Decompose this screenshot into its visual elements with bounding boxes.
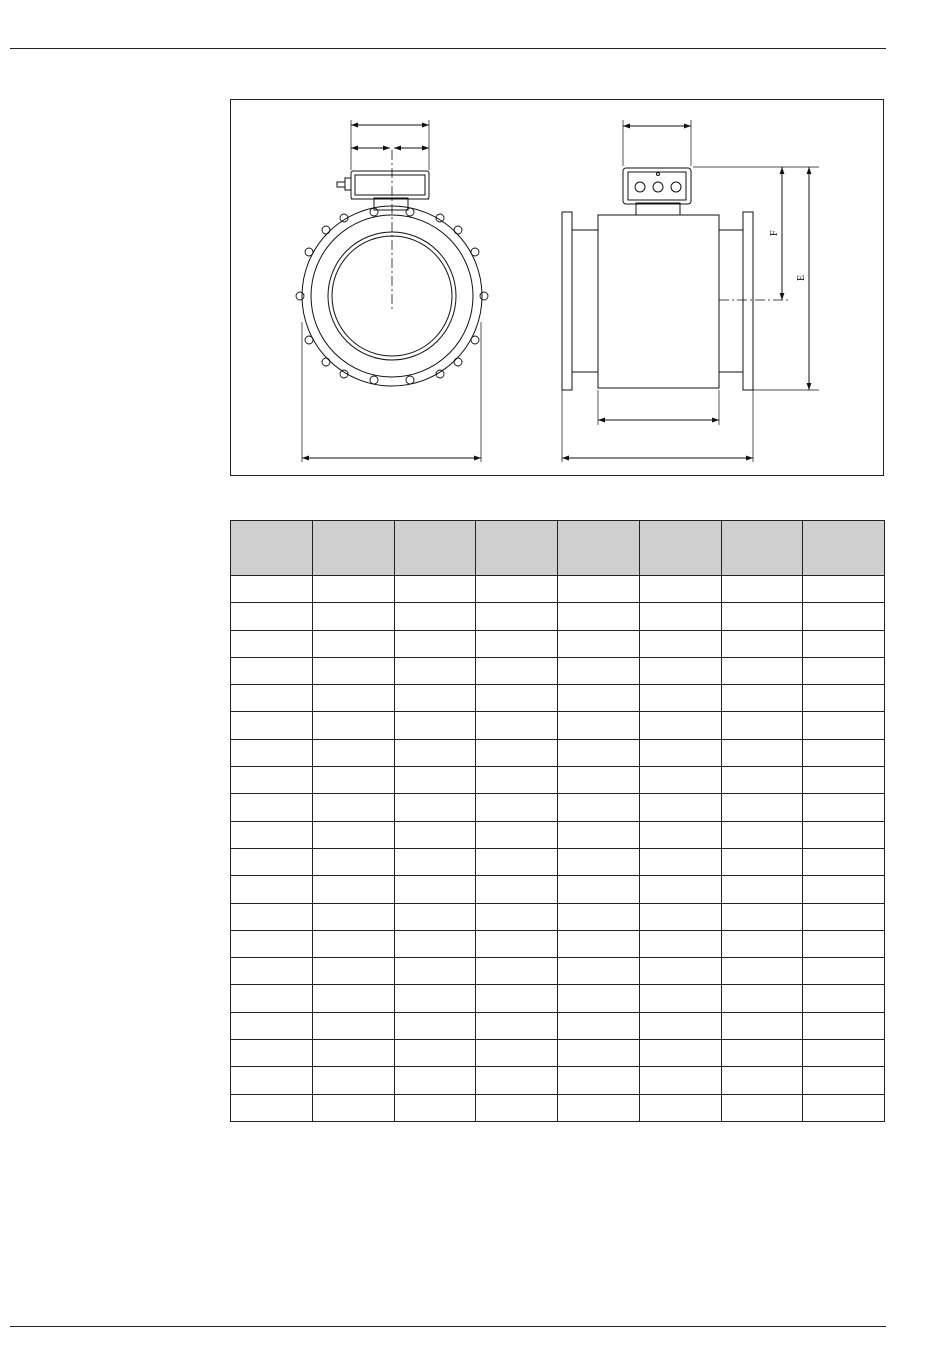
table-cell <box>312 848 394 875</box>
table-cell <box>558 767 640 794</box>
table-cell <box>312 876 394 903</box>
table-cell <box>394 848 476 875</box>
table-cell <box>476 739 558 766</box>
table-cell <box>558 657 640 684</box>
table-cell <box>394 821 476 848</box>
table-cell <box>639 903 721 930</box>
table-cell <box>558 1040 640 1067</box>
table-cell <box>639 848 721 875</box>
header-cell <box>231 521 313 576</box>
table-cell <box>721 603 803 630</box>
table-row <box>231 821 885 848</box>
table-cell <box>312 958 394 985</box>
table-cell <box>721 958 803 985</box>
header-cell <box>639 521 721 576</box>
dimension-label-e: E <box>796 274 807 281</box>
table-cell <box>803 767 885 794</box>
table-row <box>231 712 885 739</box>
table-cell <box>803 903 885 930</box>
table-cell <box>312 1012 394 1039</box>
table-cell <box>312 712 394 739</box>
table-cell <box>394 576 476 603</box>
table-cell <box>312 685 394 712</box>
table-row <box>231 794 885 821</box>
table-cell <box>721 1067 803 1094</box>
table-cell <box>394 794 476 821</box>
table-cell <box>231 794 313 821</box>
table-cell <box>558 985 640 1012</box>
table-cell <box>721 630 803 657</box>
table-cell <box>721 685 803 712</box>
table-cell <box>803 603 885 630</box>
table-cell <box>721 821 803 848</box>
table-cell <box>231 958 313 985</box>
table-cell <box>394 630 476 657</box>
table-cell <box>803 821 885 848</box>
table-cell <box>721 657 803 684</box>
header-cell <box>394 521 476 576</box>
table-cell <box>231 821 313 848</box>
table-cell <box>721 576 803 603</box>
table-cell <box>476 794 558 821</box>
table-cell <box>803 630 885 657</box>
table-cell <box>231 1094 313 1121</box>
table-cell <box>721 848 803 875</box>
table-cell <box>476 1067 558 1094</box>
table-cell <box>476 1012 558 1039</box>
table-cell <box>803 657 885 684</box>
table-row <box>231 767 885 794</box>
table-cell <box>721 1094 803 1121</box>
left-flange <box>562 212 572 390</box>
table-cell <box>558 903 640 930</box>
table-cell <box>721 1012 803 1039</box>
table-row <box>231 657 885 684</box>
table-row <box>231 739 885 766</box>
table-cell <box>476 821 558 848</box>
table-cell <box>803 876 885 903</box>
table-cell <box>394 985 476 1012</box>
table-row <box>231 876 885 903</box>
table-body <box>231 576 885 1122</box>
table-cell <box>476 958 558 985</box>
table-row <box>231 1012 885 1039</box>
table-cell <box>639 712 721 739</box>
table-cell <box>721 903 803 930</box>
table-row <box>231 848 885 875</box>
dimension-label-f: F <box>769 230 780 236</box>
table-cell <box>312 1094 394 1121</box>
table-cell <box>721 739 803 766</box>
table-cell <box>394 739 476 766</box>
table-cell <box>312 930 394 957</box>
table-row <box>231 603 885 630</box>
table-cell <box>639 1040 721 1067</box>
table-cell <box>476 876 558 903</box>
table-cell <box>639 821 721 848</box>
table-cell <box>394 685 476 712</box>
table-cell <box>639 1012 721 1039</box>
table-cell <box>231 930 313 957</box>
table-cell <box>476 685 558 712</box>
table-cell <box>394 958 476 985</box>
table-row <box>231 985 885 1012</box>
table-cell <box>639 767 721 794</box>
table-cell <box>803 794 885 821</box>
table-cell <box>721 1040 803 1067</box>
front-view <box>296 120 488 462</box>
table-cell <box>721 767 803 794</box>
table-cell <box>231 1012 313 1039</box>
table-cell <box>231 767 313 794</box>
table-cell <box>803 930 885 957</box>
table-cell <box>394 767 476 794</box>
table-cell <box>558 958 640 985</box>
table-cell <box>558 712 640 739</box>
table-cell <box>803 712 885 739</box>
table-cell <box>721 930 803 957</box>
table-cell <box>721 794 803 821</box>
table-cell <box>231 712 313 739</box>
table-cell <box>312 985 394 1012</box>
table-cell <box>312 657 394 684</box>
table-cell <box>476 930 558 957</box>
table-cell <box>558 1067 640 1094</box>
transmitter-neck <box>374 198 408 210</box>
dimensions-table <box>230 520 885 1122</box>
table-cell <box>394 603 476 630</box>
table-row <box>231 630 885 657</box>
flowmeter-dimension-drawing <box>231 100 885 477</box>
table-cell <box>231 685 313 712</box>
table-cell <box>476 767 558 794</box>
table-cell <box>231 576 313 603</box>
table-cell <box>803 848 885 875</box>
table-cell <box>803 739 885 766</box>
table-cell <box>558 1094 640 1121</box>
table-cell <box>394 1067 476 1094</box>
table-header-row <box>231 521 885 576</box>
table-cell <box>639 630 721 657</box>
table-cell <box>639 739 721 766</box>
table-cell <box>639 876 721 903</box>
footer-rule <box>10 1326 886 1327</box>
table-cell <box>558 876 640 903</box>
table-cell <box>639 794 721 821</box>
header-rule <box>10 48 886 49</box>
table-cell <box>394 657 476 684</box>
table-cell <box>231 657 313 684</box>
table-cell <box>476 1040 558 1067</box>
table-cell <box>476 903 558 930</box>
table-row <box>231 576 885 603</box>
table-cell <box>312 903 394 930</box>
dimension-drawing-figure <box>230 99 884 476</box>
header-cell <box>721 521 803 576</box>
table-cell <box>231 630 313 657</box>
table-cell <box>476 712 558 739</box>
table-cell <box>312 794 394 821</box>
table-cell <box>231 985 313 1012</box>
table-cell <box>803 985 885 1012</box>
table-cell <box>803 958 885 985</box>
table-cell <box>558 603 640 630</box>
table-cell <box>476 1094 558 1121</box>
table-cell <box>312 821 394 848</box>
table-row <box>231 1040 885 1067</box>
table-cell <box>558 685 640 712</box>
table-cell <box>231 1067 313 1094</box>
table-cell <box>476 630 558 657</box>
table-cell <box>803 1067 885 1094</box>
table-cell <box>803 576 885 603</box>
table-cell <box>312 1067 394 1094</box>
table-cell <box>394 930 476 957</box>
table-cell <box>558 739 640 766</box>
table-cell <box>558 630 640 657</box>
header-cell <box>476 521 558 576</box>
table-cell <box>639 657 721 684</box>
meter-body <box>598 215 719 388</box>
table-cell <box>312 739 394 766</box>
table-cell <box>639 603 721 630</box>
table-cell <box>639 958 721 985</box>
table-cell <box>231 1040 313 1067</box>
table-row <box>231 930 885 957</box>
table-cell <box>394 712 476 739</box>
table-cell <box>639 985 721 1012</box>
header-cell <box>312 521 394 576</box>
table-row <box>231 1067 885 1094</box>
table-cell <box>803 1012 885 1039</box>
table-cell <box>312 767 394 794</box>
table-cell <box>558 794 640 821</box>
table-cell <box>476 603 558 630</box>
table-cell <box>721 876 803 903</box>
table-cell <box>476 576 558 603</box>
table-row <box>231 903 885 930</box>
table-cell <box>231 848 313 875</box>
table-cell <box>312 630 394 657</box>
table-cell <box>721 712 803 739</box>
table-cell <box>558 821 640 848</box>
table-row <box>231 1094 885 1121</box>
table-cell <box>476 985 558 1012</box>
table-row <box>231 958 885 985</box>
table-cell <box>639 1067 721 1094</box>
table-cell <box>803 1040 885 1067</box>
table-cell <box>231 603 313 630</box>
table-cell <box>803 1094 885 1121</box>
table-cell <box>312 603 394 630</box>
table-cell <box>476 848 558 875</box>
table-cell <box>394 876 476 903</box>
table-cell <box>476 657 558 684</box>
table-cell <box>312 1040 394 1067</box>
side-view <box>562 120 819 462</box>
table-cell <box>803 685 885 712</box>
table-cell <box>639 576 721 603</box>
table-cell <box>639 685 721 712</box>
table-cell <box>394 1012 476 1039</box>
table-cell <box>394 1094 476 1121</box>
table-cell <box>231 903 313 930</box>
table-cell <box>394 903 476 930</box>
right-flange <box>743 212 753 390</box>
table-cell <box>721 985 803 1012</box>
table-cell <box>312 576 394 603</box>
table-cell <box>558 848 640 875</box>
table-cell <box>639 1094 721 1121</box>
table-cell <box>558 930 640 957</box>
table-cell <box>231 876 313 903</box>
header-cell <box>803 521 885 576</box>
table-cell <box>394 1040 476 1067</box>
table-row <box>231 685 885 712</box>
table-cell <box>558 1012 640 1039</box>
table-cell <box>558 576 640 603</box>
table-cell <box>231 739 313 766</box>
table-cell <box>639 930 721 957</box>
header-cell <box>558 521 640 576</box>
